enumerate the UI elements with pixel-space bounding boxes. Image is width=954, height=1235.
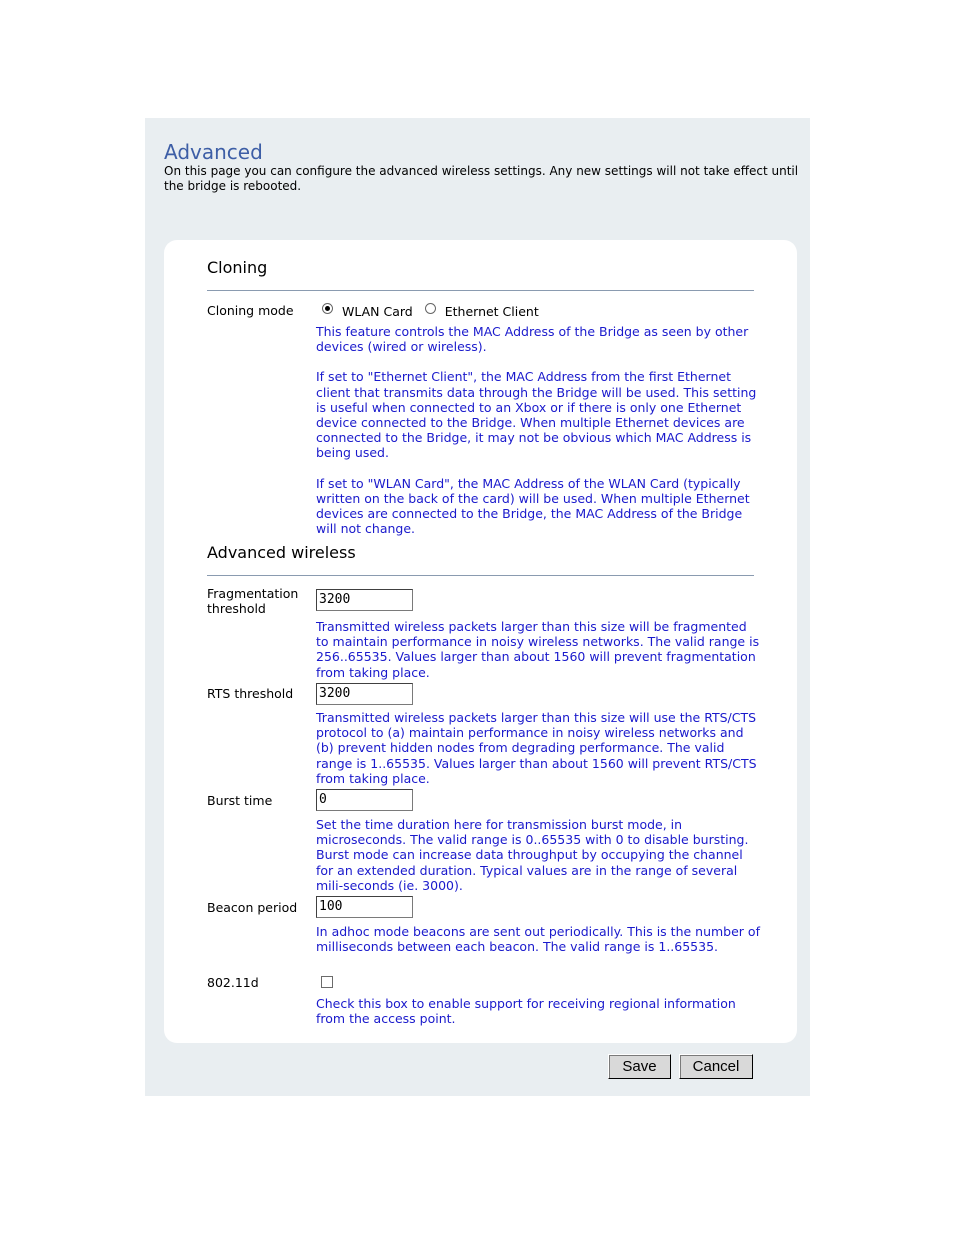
- settings-panel: [164, 240, 797, 1043]
- ethernet-client-radio[interactable]: [425, 303, 436, 314]
- advanced-wireless-divider: [207, 575, 754, 576]
- burst-time-input[interactable]: 0: [316, 789, 413, 811]
- rts-threshold-label: RTS threshold: [207, 686, 294, 701]
- cloning-help-text: This feature controls the MAC Address of the Bridge as seen by other devices (wired or wireless).: [316, 324, 749, 355]
- page-intro: On this page you can configure the advanced wireless settings. Any new settings will not take effect until the bridge is rebooted.: [164, 164, 799, 193]
- advanced-wireless-section-title: Advanced wireless: [207, 543, 356, 562]
- ethernet-client-radio-label[interactable]: Ethernet Client: [444, 304, 539, 319]
- wlan-card-radio-label[interactable]: WLAN Card: [342, 304, 413, 319]
- cancel-button[interactable]: Cancel: [679, 1054, 753, 1079]
- cloning-section-title: Cloning: [207, 258, 268, 277]
- cloning-mode-radio-group: [322, 304, 551, 319]
- cloning-help-text: If set to "Ethernet Client", the MAC Address from the first Ethernet client that transmits data through the Bridge will be used. This setting is useful when connected to an Xbox or if there is only one Ethernet device connected to the Bridge. When multiple Ethernet devices are connected to the Bridge, it may not be obvious which MAC Address is being used.: [316, 369, 757, 461]
- rts-help: Transmitted wireless packets larger than this size will use the RTS/CTS protocol to (a) maintain performance in noisy wireless networks and (b) prevent hidden nodes from degrading performance. The valid range is 1..65535. Values larger than about 1560 will prevent RTS/CTS from taking place.: [316, 710, 757, 786]
- beacon-period-label: Beacon period: [207, 900, 298, 915]
- beacon-period-input[interactable]: 100: [316, 896, 413, 918]
- cloning-help: [316, 324, 761, 536]
- d80211-label: 802.11d: [207, 975, 259, 990]
- content-area: [145, 118, 810, 1096]
- fragmentation-threshold-label: Fragmentation threshold: [207, 586, 299, 616]
- beacon-help: In adhoc mode beacons are sent out periodically. This is the number of milliseconds between each beacon. The valid range is 1..65535.: [316, 924, 760, 955]
- cloning-divider: [207, 290, 754, 291]
- cloning-mode-label: Cloning mode: [207, 303, 294, 318]
- d80211-checkbox[interactable]: [321, 976, 333, 988]
- wlan-card-radio[interactable]: [322, 303, 333, 314]
- burst-help: Set the time duration here for transmission burst mode, in microseconds. The valid range is 0..65535 with 0 to disable bursting. Burst mode can increase data throughput by occupying the channel for an extended duration. Typical values are in the range of several mili-seconds (ie. 3000).: [316, 817, 749, 893]
- cloning-help-text: If set to "WLAN Card", the MAC Address of the WLAN Card (typically written on the back of the card) will be used. When multiple Ethernet devices are connected to the Bridge, the MAC Address of the Bridge will not change.: [316, 475, 750, 537]
- fragmentation-help: Transmitted wireless packets larger than this size will be fragmented to maintain performance in noisy wireless networks. The valid range is 256..65535. Values larger than about 1560 will prevent fragmentation from taking place.: [316, 619, 760, 680]
- burst-time-label: Burst time: [207, 793, 273, 808]
- save-button[interactable]: Save: [608, 1054, 671, 1079]
- d80211-help: Check this box to enable support for receiving regional information from the access point.: [316, 996, 736, 1027]
- fragmentation-threshold-input[interactable]: 3200: [316, 589, 413, 611]
- rts-threshold-input[interactable]: 3200: [316, 683, 413, 705]
- page-title: Advanced: [164, 140, 263, 164]
